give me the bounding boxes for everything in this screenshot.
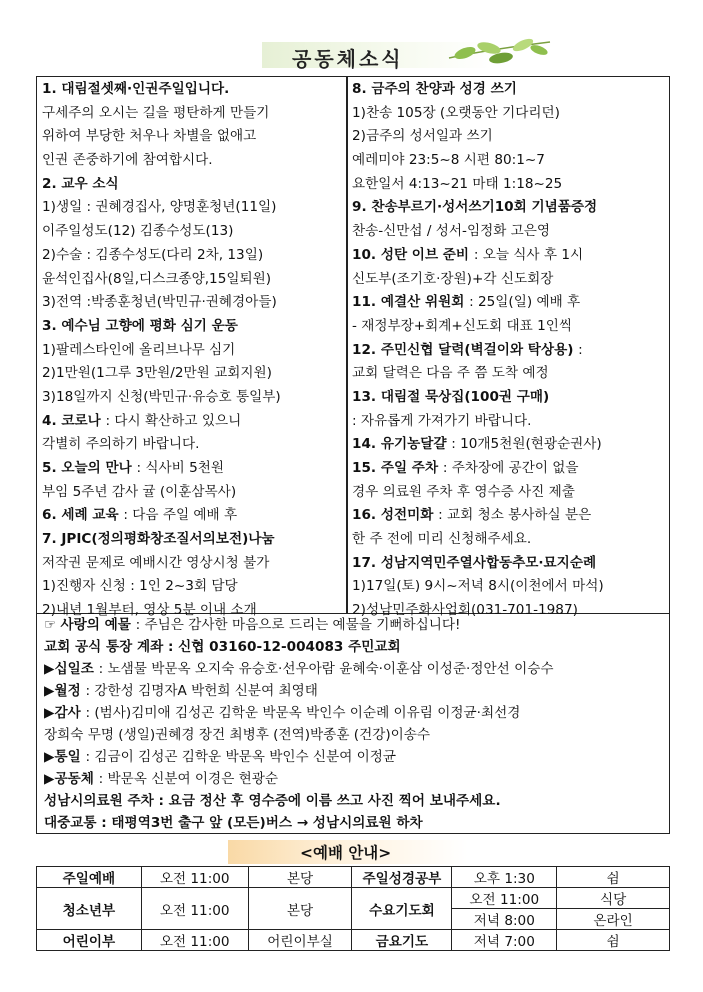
- text-segment: : 식사비 5천원: [136, 460, 225, 476]
- news-line: [352, 220, 668, 244]
- table-cell: 금요기도: [352, 930, 452, 951]
- news-line: [42, 220, 342, 244]
- text-segment: 이주일성도(12) 김종수성도(13): [42, 223, 234, 240]
- text-segment: 각별히 주의하기 바랍니다.: [42, 436, 200, 453]
- news-line: [352, 315, 668, 339]
- news-line: [352, 481, 668, 505]
- bold-text: 6. 세례 교육: [42, 507, 124, 524]
- bold-text: ▶십일조: [44, 661, 99, 677]
- news-line: [44, 614, 461, 636]
- text-segment: : 10개5천원(현광순권사): [451, 436, 602, 453]
- offering-box: [36, 612, 670, 834]
- news-line: [44, 746, 396, 768]
- bold-text: ▶감사: [44, 705, 86, 721]
- news-line: [352, 339, 668, 363]
- bold-text: ▶공동체: [44, 771, 99, 787]
- bold-text: ▶월정: [44, 683, 86, 699]
- text-segment: 한 주 전에 미리 신청해주세요.: [352, 531, 532, 548]
- news-line: [44, 768, 278, 790]
- text-segment: : 다음 주일 예배 후: [123, 507, 238, 524]
- table-cell: 수요기도회: [352, 888, 452, 930]
- text-segment: 1)진행자 신청 : 1인 2~3회 담당: [42, 578, 238, 595]
- bold-text: 5. 오늘의 만나: [42, 460, 137, 476]
- news-line: [352, 575, 668, 599]
- bold-text: 15. 주일 주차: [352, 460, 443, 476]
- news-line: [42, 339, 342, 363]
- bold-text: 3. 예수님 고향에 평화 심기 운동: [42, 317, 238, 334]
- text-segment: 구세주의 오시는 길을 평탄하게 만들기: [42, 104, 270, 121]
- bold-text: 9. 찬송부르기·성서쓰기10회 기념품증정: [352, 199, 598, 216]
- text-segment: 예레미야 23:5~8 시편 80:1~7: [352, 152, 545, 169]
- table-row: [37, 867, 670, 888]
- table-cell: 오전 11:00: [141, 867, 248, 888]
- bold-text: 7. JPIC(정의평화창조질서의보전)나눔: [42, 531, 275, 548]
- service-banner: [228, 836, 468, 866]
- table-cell: 본당: [248, 888, 352, 930]
- bold-text: 사랑의 예물: [60, 617, 136, 633]
- news-column-right: [352, 78, 668, 623]
- news-line: [352, 362, 668, 386]
- bold-text: 12. 주민신협 달력(벽걸이와 탁상용): [352, 341, 579, 358]
- news-line: [44, 790, 501, 812]
- text-segment: 2)내년 1월부터, 영상 5분 이내 소개: [42, 602, 257, 619]
- bold-text: 10. 성탄 이브 준비: [352, 246, 474, 263]
- news-line: [352, 78, 668, 102]
- text-segment: : 김금이 김성곤 김학운 박문옥 박인수 신분여 이정균: [85, 749, 397, 765]
- news-line: [352, 244, 668, 268]
- text-segment: : 교회 청소 봉사하실 분은: [438, 507, 592, 524]
- table-cell: 어린이부실: [248, 930, 352, 951]
- news-line: [352, 552, 668, 576]
- text-segment: : 노샘물 박문옥 오지숙 유승호·선우아람 윤혜숙·이훈삼 이성준·정안선 이승수: [98, 661, 554, 677]
- text-segment: 2)금주의 성서일과 쓰기: [352, 128, 493, 145]
- table-cell: 온라인: [557, 909, 670, 930]
- news-line: [352, 291, 668, 315]
- bold-text: 2. 교우 소식: [42, 175, 119, 192]
- news-line: [352, 386, 668, 410]
- news-line: [42, 504, 342, 528]
- news-line: [352, 196, 668, 220]
- news-line: [42, 433, 342, 457]
- text-segment: : 25일(일) 예배 후: [469, 294, 581, 311]
- news-line: [42, 362, 342, 386]
- bold-text: 16. 성전미화: [352, 507, 439, 524]
- news-line: [352, 173, 668, 197]
- news-line: [42, 244, 342, 268]
- table-cell: 주일예배: [37, 867, 142, 888]
- news-line: [352, 268, 668, 292]
- text-segment: : 다시 확산하고 있으니: [105, 412, 242, 429]
- table-cell: 쉼: [557, 930, 670, 951]
- table-cell: 식당: [557, 888, 670, 909]
- table-cell: 오전 11:00: [141, 888, 248, 930]
- news-line: [42, 552, 342, 576]
- text-segment: 1)팔레스타인에 올리브나무 심기: [42, 341, 236, 358]
- text-segment: : 주차장에 공간이 없을: [442, 460, 579, 476]
- news-line: [42, 291, 342, 315]
- news-line: [42, 196, 342, 220]
- news-line: [44, 724, 430, 746]
- table-cell: 주일성경공부: [352, 867, 452, 888]
- text-segment: 1)찬송 105장 (오랫동안 기다리던): [352, 104, 560, 121]
- text-segment: 1)17일(토) 9시~저녁 8시(이천에서 마석): [352, 578, 604, 595]
- news-line: [42, 268, 342, 292]
- text-segment: 경우 의료원 주차 후 영수증 사진 제출: [352, 483, 575, 500]
- text-segment: ☞: [44, 617, 61, 633]
- text-segment: - 재정부장+회계+신도회 대표 1인씩: [352, 317, 573, 334]
- news-line: [42, 457, 342, 481]
- table-cell: 저녁 8:00: [452, 909, 557, 930]
- leaf-decoration-icon: [445, 36, 555, 68]
- news-line: [42, 125, 342, 149]
- news-line: [42, 173, 342, 197]
- bold-text: 대중교통 : 태평역3번 출구 앞 (모든)버스 → 성남시의료원 하차: [44, 815, 423, 831]
- text-segment: 교회 달력은 다음 주 쯤 도착 예정: [352, 365, 549, 382]
- news-line: [44, 812, 423, 834]
- news-line: [352, 528, 668, 552]
- text-segment: : 박문옥 신분여 이경은 현광순: [98, 771, 279, 787]
- bold-text: 13. 대림절 묵상집(100권 구매): [352, 388, 550, 405]
- news-line: [352, 410, 668, 434]
- text-segment: 신도부(조기호·장원)+각 신도회장: [352, 270, 554, 287]
- bold-text: 1. 대림절셋째·인권주일입니다.: [42, 81, 230, 97]
- text-segment: 2)수술 : 김종수성도(다리 2차, 13일): [42, 246, 264, 263]
- news-line: [42, 528, 342, 552]
- table-cell: 오후 1:30: [452, 867, 557, 888]
- text-segment: : 강한성 김명자A 박헌희 신분여 최영태: [85, 683, 318, 699]
- news-line: [42, 481, 342, 505]
- news-line: [42, 315, 342, 339]
- table-cell: 본당: [248, 867, 352, 888]
- text-segment: : (범사)김미애 김성곤 김학운 박문옥 박인수 이순례 이유림 이정균·최선경: [85, 705, 521, 721]
- news-line: [44, 636, 401, 658]
- text-segment: 2)1만원(1그루 3만원/2만원 교회지원): [42, 365, 272, 382]
- news-line: [44, 680, 318, 702]
- bold-text: 8. 금주의 찬양과 성경 쓰기: [352, 81, 517, 97]
- news-line: [352, 125, 668, 149]
- text-segment: 1)생일 : 권혜경집사, 양명훈청년(11일): [42, 199, 277, 216]
- text-segment: 위하여 부당한 처우나 차별을 없애고: [42, 128, 257, 145]
- table-row: [37, 930, 670, 951]
- news-line: [42, 78, 342, 102]
- text-segment: 인권 존중하기에 참여합시다.: [42, 152, 213, 169]
- news-line: [352, 433, 668, 457]
- text-segment: 찬송-신만섭 / 성서-임정화 고은영: [352, 223, 551, 240]
- bold-text: 17. 성남지역민주열사합동추모·묘지순례: [352, 554, 597, 571]
- bold-text: 14. 유기농달걀: [352, 436, 452, 453]
- table-cell: 오전 11:00: [452, 888, 557, 909]
- news-line: [42, 575, 342, 599]
- table-cell: 저녁 7:00: [452, 930, 557, 951]
- bold-text: 교회 공식 통장 계좌 : 신협 03160-12-004083 주민교회: [44, 639, 401, 655]
- text-segment: 부임 5주년 감사 귤 (이훈삼목사): [42, 483, 237, 500]
- news-column-left: [42, 78, 342, 623]
- news-box: [36, 76, 670, 619]
- bold-text: 11. 예결산 위원회: [352, 294, 470, 311]
- news-line: [42, 102, 342, 126]
- bold-text: 성남시의료원 주차 : 요금 정산 후 영수증에 이름 쓰고 사진 찍어 보내주세요.: [44, 793, 501, 809]
- news-line: [44, 702, 520, 724]
- news-line: [42, 410, 342, 434]
- text-segment: 3)전역 :박종훈청년(박민규·권혜경아들): [42, 294, 277, 311]
- table-cell: 청소년부: [37, 888, 142, 930]
- table-cell: 쉼: [557, 867, 670, 888]
- text-segment: : 주님은 감사한 마음으로 드리는 예물을 기뻐하십니다!: [135, 617, 461, 633]
- page-title: 공동체소식: [292, 47, 404, 71]
- service-title: <예배 안내>: [300, 844, 392, 862]
- text-segment: 장희숙 무명 (생일)권혜경 장건 최병후 (전역)박종훈 (건강)이송수: [44, 727, 431, 743]
- news-line: [42, 386, 342, 410]
- text-segment: : 자유롭게 가져가기 바랍니다.: [352, 412, 532, 429]
- text-segment: 2)성남민주화사업회(031-701-1987): [352, 602, 578, 619]
- table-cell: 오전 11:00: [141, 930, 248, 951]
- text-segment: 3)18일까지 신청(박민규·유승호 통일부): [42, 388, 281, 405]
- service-table: [36, 866, 670, 951]
- text-segment: 저작권 문제로 예배시간 영상시청 불가: [42, 554, 270, 571]
- text-segment: 윤석인집사(8일,디스크종양,15일퇴원): [42, 270, 272, 287]
- table-row: [37, 888, 670, 909]
- news-line: [352, 102, 668, 126]
- column-divider: [346, 77, 348, 613]
- bold-text: 4. 코로나: [42, 412, 106, 429]
- text-segment: :: [578, 341, 583, 358]
- text-segment: : 오늘 식사 후 1시: [473, 246, 584, 263]
- news-line: [352, 149, 668, 173]
- news-line: [352, 457, 668, 481]
- text-segment: 요한일서 4:13~21 마태 1:18~25: [352, 175, 563, 192]
- news-line: [352, 504, 668, 528]
- bold-text: ▶통일: [44, 749, 86, 765]
- news-line: [44, 658, 553, 680]
- news-line: [42, 149, 342, 173]
- table-cell: 어린이부: [37, 930, 142, 951]
